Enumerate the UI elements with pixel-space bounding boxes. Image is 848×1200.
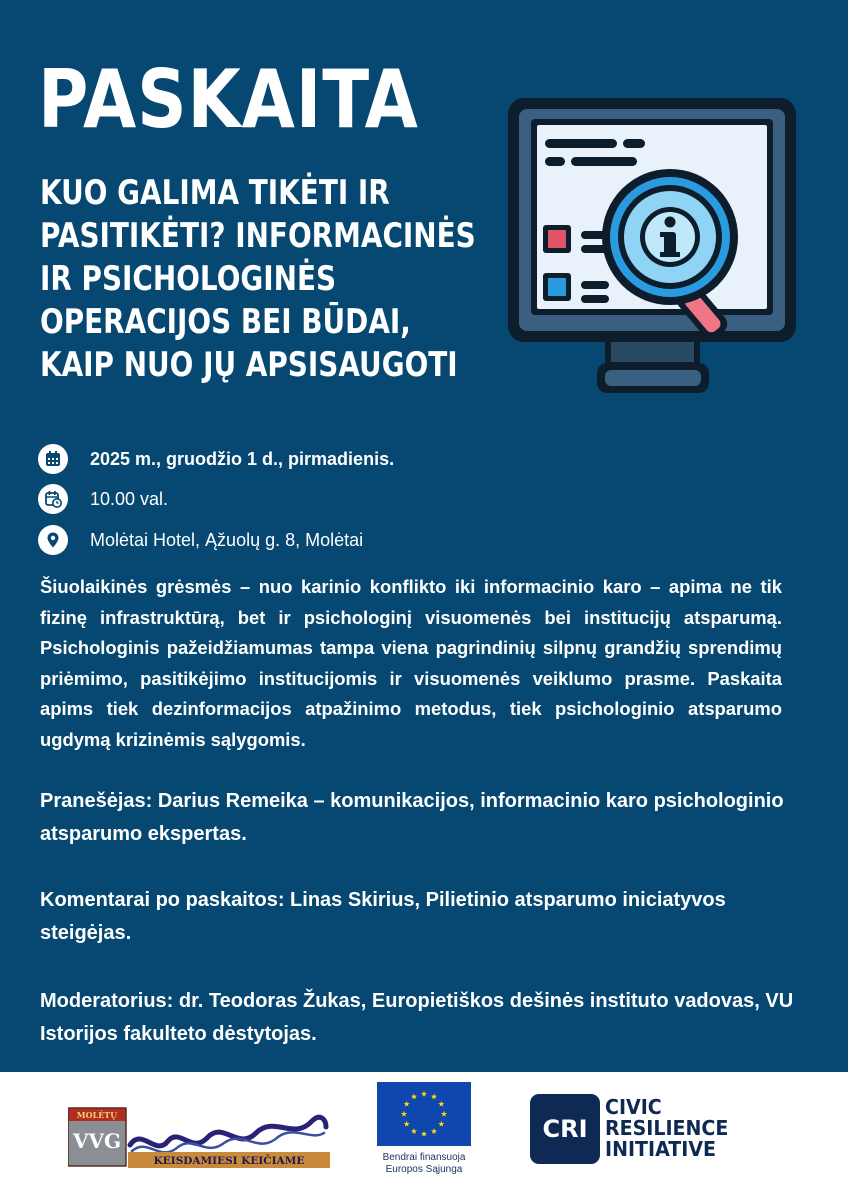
- event-date-row: [38, 444, 394, 474]
- event-date: 2025 m., gruodžio 1 d., pirmadienis.: [90, 448, 395, 469]
- cri-line3: INITIATIVE: [605, 1137, 717, 1161]
- event-time-row: [38, 484, 168, 514]
- cri-line1: CIVIC: [605, 1095, 662, 1119]
- eu-star: [421, 1131, 427, 1137]
- calendar-clock-icon: [38, 484, 68, 514]
- lecture-description: Šiuolaikinės grėsmės – nuo karinio konflikto iki informacinio karo – apima ne tik fizinę infrastruktūrą, bet ir psichologinį visuomenės bei institucijų atsparumą. Psichologinis pažeidžiamumas tampa viena pagrindinių silpnų grandžių sprendimų priėmimo, pasitikėjimo institucijomis ir visuomenės veiklumo prasme. Paskaita apims tiek dezinformacijos atpažinimo metodus, tiek psichologinio atsparumo ugdymą krizinėmis sąlygomis.: [40, 576, 782, 750]
- eu-star: [411, 1093, 417, 1099]
- vvg-top-text: MOLĖTŲ: [76, 1110, 118, 1120]
- eu-stars-icon: [377, 1082, 471, 1146]
- eu-star: [421, 1091, 427, 1097]
- eu-caption: [372, 1152, 476, 1176]
- eu-star: [438, 1101, 444, 1107]
- location-pin-icon: [38, 525, 68, 555]
- cri-badge: CRI: [530, 1094, 600, 1164]
- moderator-credit: Moderatorius: dr. Teodoras Žukas, Europietiškos dešinės instituto vadovas, VU Istorijos fakulteto dėstytojas.: [40, 990, 794, 1045]
- eu-star: [401, 1111, 407, 1117]
- civic-resilience-logo: [530, 1094, 800, 1166]
- eu-star: [441, 1111, 447, 1117]
- event-location-row: [38, 525, 363, 555]
- eu-caption-line1: Bendrai finansuoja: [382, 1152, 466, 1163]
- eu-star: [411, 1128, 417, 1134]
- event-location: Molėtai Hotel, Ąžuolų g. 8, Molėtai: [90, 529, 364, 550]
- eu-star: [404, 1121, 410, 1127]
- moletai-vvg-logo: [68, 1107, 330, 1169]
- vvg-slogan: KEISDAMIESI KEIČIAME: [153, 1155, 305, 1167]
- cri-wordmark: [605, 1097, 805, 1160]
- comments-credit: Komentarai po paskaitos: Linas Skirius, Pilietinio atsparumo iniciatyvos steigėjas.: [40, 889, 726, 944]
- eu-flag: [377, 1082, 471, 1146]
- eu-star: [404, 1101, 410, 1107]
- page-title: PASKAITA: [38, 53, 419, 146]
- eu-caption-line2: Europos Sąjunga: [385, 1164, 463, 1175]
- eu-star: [438, 1121, 444, 1127]
- vvg-abbr: VVG: [72, 1129, 122, 1153]
- speaker-credit: Pranešėjas: Darius Remeika – komunikacijos, informacinio karo psichologinio atsparumo ekspertas.: [40, 790, 784, 845]
- eu-star: [431, 1093, 437, 1099]
- calendar-icon: [38, 444, 68, 474]
- eu-cofunded-logo: [372, 1082, 476, 1176]
- eu-star: [431, 1128, 437, 1134]
- cri-line2: RESILIENCE: [605, 1116, 729, 1140]
- monitor-search-info-icon: [505, 95, 800, 400]
- event-time: 10.00 val.: [90, 488, 169, 509]
- lecture-subtitle: KUO GALIMA TIKĖTI IR PASITIKĖTI? INFORMACINĖS IR PSICHOLOGINĖS OPERACIJOS BEI BŪDAI, KAIP NUO JŲ APSISAUGOTI: [40, 173, 476, 385]
